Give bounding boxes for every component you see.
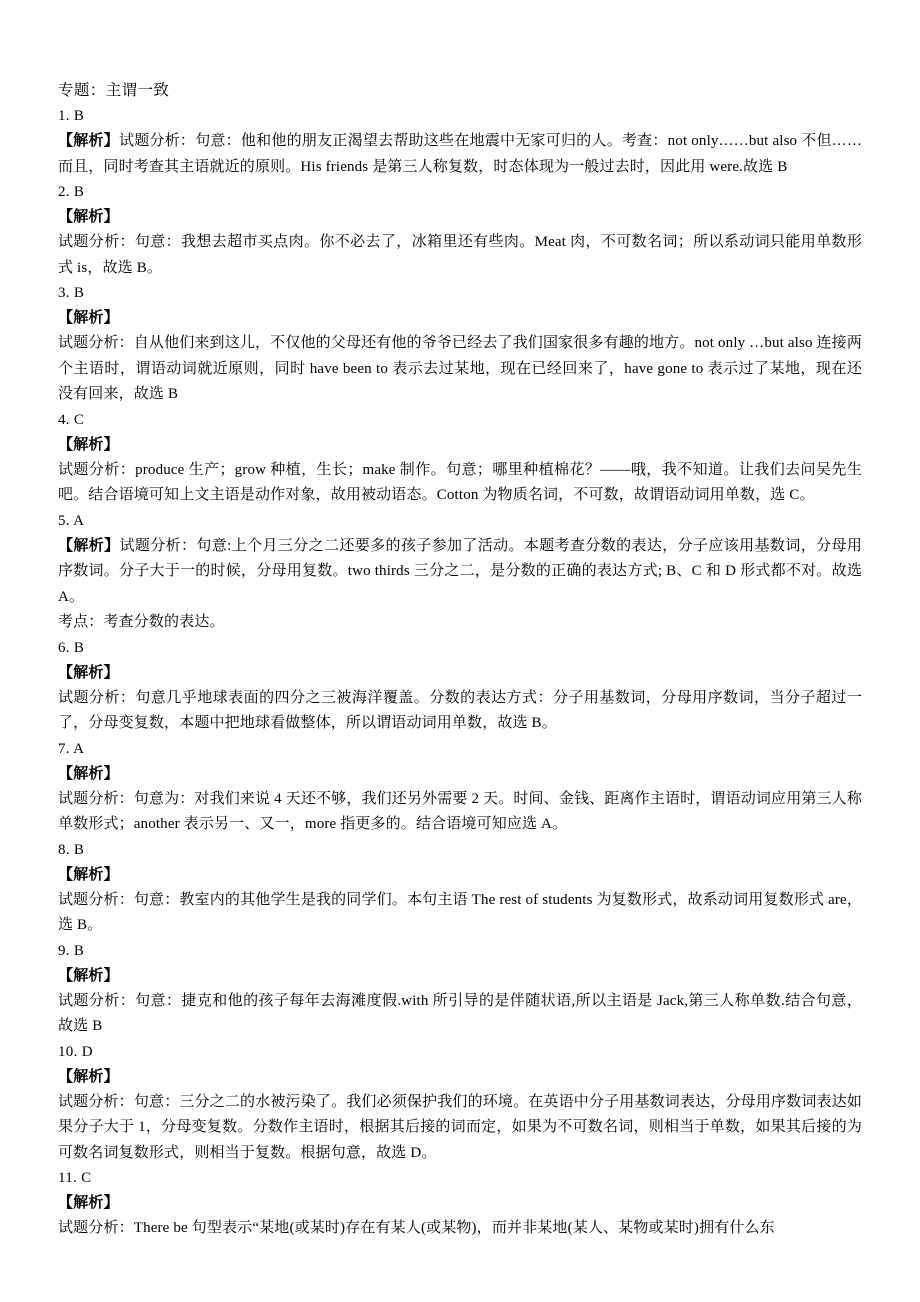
analysis-prefix: 试题分析：	[58, 1093, 134, 1110]
analysis-prefix: 试题分析：	[58, 461, 136, 478]
answer-block-1	[58, 104, 862, 180]
analysis-tag: 【解析】	[58, 967, 119, 984]
analysis-tag: 【解析】	[58, 310, 119, 326]
answer-block-2	[58, 180, 862, 281]
analysis-paragraph	[58, 989, 862, 1040]
answer-block-7	[58, 737, 862, 838]
analysis-text: 句意为：对我们来说 4 天还不够，我们还另外需要 2 天。时间、金钱、距离作主语时，谓语动词应用第三人称单数形式；another 表示另一、又一，more 指更多的。结合语境可知应选 A。	[58, 790, 862, 832]
analysis-prefix: 试题分析：	[58, 689, 136, 706]
analysis-tag: 【解析】	[58, 436, 119, 453]
analysis-paragraph	[58, 888, 862, 939]
analysis-text: 句意：三分之二的水被污染了。我们必须保护我们的环境。在英语中分子用基数词表达，分母用序数词表达如果分子大于 1，分母变复数。分数作主语时，根据其后接的词而定，如果为不可数名词，则相当于单数，如果其后接的为可数名词复数形式，则相当于复数。根据句意，故选 D。	[58, 1093, 862, 1161]
question-number: 8. B	[58, 841, 85, 858]
answer-block-5	[58, 509, 862, 636]
question-number: 10. D	[58, 1043, 93, 1060]
question-number: 11. C	[58, 1170, 92, 1186]
analysis-prefix: 试题分析：	[58, 992, 136, 1009]
analysis-text: produce 生产；grow 种植，生长；make 制作。句意；哪里种植棉花？——哦，我不知道。让我们去问吴先生吧。结合语境可知上文主语是动作对象，故用被动语态。Cotton 为物质名词，不可数，故谓语动词用单数，选 C。	[58, 461, 862, 503]
analysis-prefix: 试题分析：	[58, 891, 134, 908]
answer-block-8	[58, 838, 862, 939]
analysis-prefix: 试题分析：	[119, 537, 197, 554]
answer-block-6	[58, 636, 862, 737]
analysis-text: 句意：他和他的朋友正渴望去帮助这些在地震中无家可归的人。考查：not only……but also 不但……而且，同时考查其主语就近的原则。His friends 是第三人称复数，时态体现为一般过去时，因此用 were.故选 B	[58, 133, 862, 175]
answer-block-9	[58, 939, 862, 1040]
analysis-paragraph	[58, 1090, 862, 1167]
analysis-tag: 【解析】	[58, 1068, 119, 1085]
analysis-paragraph	[58, 534, 862, 611]
question-number: 9. B	[58, 942, 85, 959]
analysis-paragraph	[58, 1216, 862, 1242]
analysis-tag: 【解析】	[58, 1195, 119, 1211]
page-title: 专题：主谓一致	[58, 82, 170, 99]
question-number: 5. A	[58, 512, 85, 529]
analysis-tag: 【解析】	[58, 664, 119, 681]
analysis-tag: 【解析】	[58, 133, 119, 149]
analysis-text: 句意：捷克和他的孩子每年去海滩度假.with 所引导的是伴随状语,所以主语是 Jack,第三人称单数.结合句意，故选 B	[58, 992, 862, 1034]
question-number: 1. B	[58, 108, 85, 124]
analysis-text: 句意几乎地球表面的四分之三被海洋覆盖。分数的表达方式：分子用基数词，分母用序数词，当分子超过一了，分母变复数，本题中把地球看做整体，所以谓语动词用单数，故选 B。	[58, 689, 862, 731]
analysis-paragraph	[58, 230, 862, 281]
answer-block-4	[58, 408, 862, 509]
analysis-prefix: 试题分析：	[58, 1220, 134, 1236]
analysis-tag: 【解析】	[58, 537, 120, 554]
analysis-prefix: 试题分析：	[58, 234, 135, 250]
answer-block-11	[58, 1166, 862, 1242]
analysis-paragraph	[58, 458, 862, 509]
question-number: 2. B	[58, 184, 85, 200]
analysis-text: 自从他们来到这儿，不仅他的父母还有他的爷爷已经去了我们国家很多有趣的地方。not only …but also 连接两个主语时，谓语动词就近原则，同时 have been to 表示去过某地，现在已经回来了，have gone to 表示过了某地，现在还没有回来，故选 B	[58, 335, 862, 402]
analysis-tag: 【解析】	[58, 765, 119, 782]
analysis-paragraph	[58, 129, 862, 180]
question-number: 7. A	[58, 740, 85, 757]
analysis-text: 句意：我想去超市买点肉。你不必去了，冰箱里还有些肉。Meat 肉，不可数名词；所以系动词只能用单数形式 is，故选 B。	[58, 234, 862, 276]
analysis-paragraph	[58, 331, 862, 408]
analysis-text: There be 句型表示“某地(或某时)存在有某人(或某物)，而并非某地(某人、某物或某时)拥有什么东	[133, 1220, 775, 1236]
question-number: 3. B	[58, 285, 85, 301]
analysis-text: 句意:上个月三分之二还要多的孩子参加了活动。本题考查分数的表达，分子应该用基数词，分母用序数词。分子大于一的时候，分母用复数。two thirds 三分之二，是分数的正确的表达方式; B、C 和 D 形式都不对。故选 A。	[58, 537, 862, 605]
analysis-text: 句意：教室内的其他学生是我的同学们。本句主语 The rest of students 为复数形式，故系动词用复数形式 are，选 B。	[58, 891, 862, 933]
analysis-tag: 【解析】	[58, 209, 119, 225]
analysis-prefix: 试题分析：	[58, 335, 134, 351]
analysis-prefix: 试题分析：	[118, 133, 196, 149]
question-number: 4. C	[58, 411, 85, 428]
analysis-paragraph	[58, 686, 862, 737]
question-number: 6. B	[58, 639, 85, 656]
answer-block-10	[58, 1040, 862, 1167]
analysis-tag: 【解析】	[58, 866, 119, 883]
analysis-extra-note: 考点：考查分数的表达。	[58, 614, 225, 630]
answer-block-3	[58, 281, 862, 408]
analysis-prefix: 试题分析：	[58, 790, 134, 807]
analysis-paragraph	[58, 787, 862, 838]
